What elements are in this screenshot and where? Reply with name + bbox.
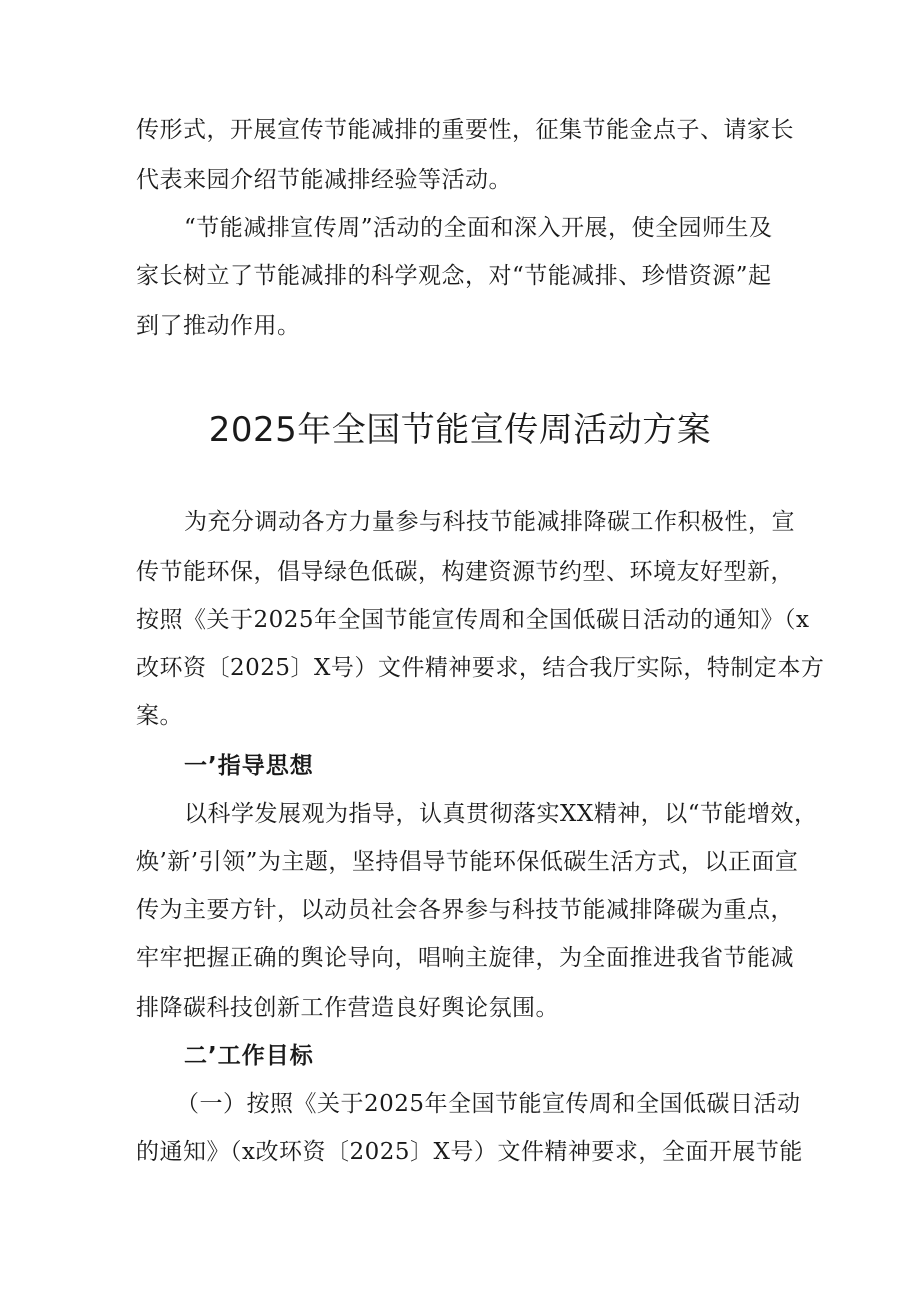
intro-line-3: “节能减排宣传周”活动的全面和深入开展，使全园师生及 <box>184 215 773 241</box>
section1-line-3: 传为主要方针，以动员社会各界参与科技节能减排降碳为重点， <box>136 897 794 923</box>
preface-line-3: 按照《关于2025年全国节能宣传周和全国低碳日活动的通知》（x <box>136 607 810 633</box>
intro-line-4: 家长树立了节能减排的科学观念，对“节能减排、珍惜资源”起 <box>136 263 772 289</box>
section-heading-2: 二’工作目标 <box>184 1043 314 1069</box>
intro-line-5: 到了推动作用。 <box>136 313 301 339</box>
page-title: 2025年全国节能宣传周活动方案 <box>208 410 712 450</box>
section2-line-2: 的通知》（x改环资〔2025〕X号）文件精神要求，全面开展节能 <box>136 1139 803 1165</box>
section1-line-5: 排降碳科技创新工作营造良好舆论氛围。 <box>136 995 559 1021</box>
intro-line-2: 代表来园介绍节能减排经验等活动。 <box>136 167 512 193</box>
preface-line-5: 案。 <box>136 703 183 729</box>
preface-line-4: 改环资〔2025〕X号）文件精神要求，结合我厅实际，特制定本方 <box>136 655 825 681</box>
section2-line-1: （一）按照《关于2025年全国节能宣传周和全国低碳日活动 <box>176 1091 801 1117</box>
section1-line-4: 牢牢把握正确的舆论导向，唱响主旋律，为全面推进我省节能减 <box>136 945 794 971</box>
intro-line-1: 传形式，开展宣传节能减排的重要性，征集节能金点子、请家长 <box>136 117 794 143</box>
preface-line-2: 传节能环保，倡导绿色低碳，构建资源节约型、环境友好型新， <box>136 559 794 585</box>
section1-line-1: 以科学发展观为指导，认真贯彻落实XX精神，以“节能增效， <box>184 801 818 827</box>
preface-line-1: 为充分调动各方力量参与科技节能减排降碳工作积极性，宣 <box>184 509 795 535</box>
section1-line-2: 焕’新’引领”为主题，坚持倡导节能环保低碳生活方式，以正面宣 <box>136 849 799 875</box>
section-heading-1: 一’指导思想 <box>184 753 314 779</box>
